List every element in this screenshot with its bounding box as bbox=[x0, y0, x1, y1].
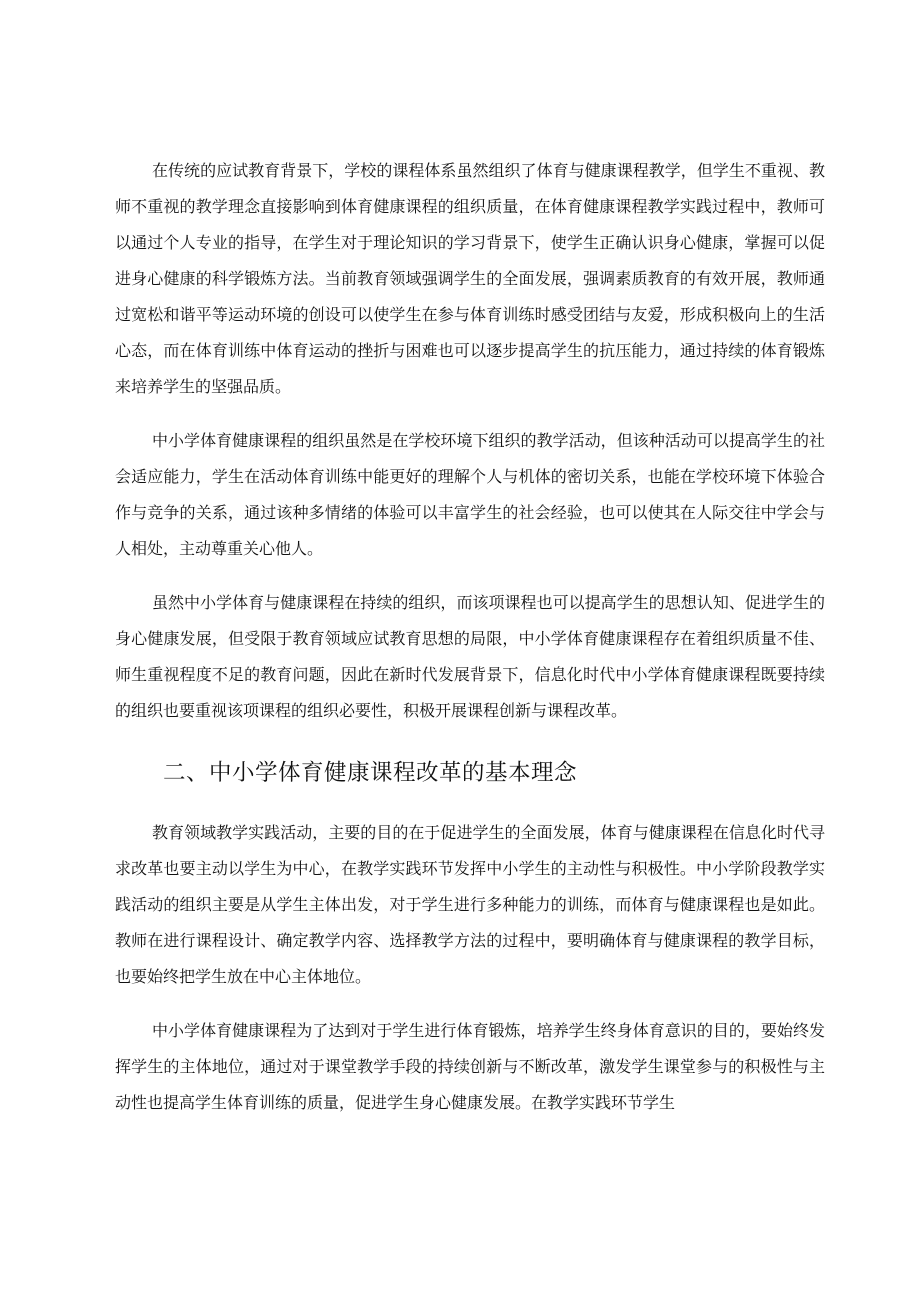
section-heading: 二、中小学体育健康课程改革的基本理念 bbox=[163, 760, 578, 786]
document-body bbox=[115, 153, 825, 1121]
body-paragraph: 在传统的应试教育背景下，学校的课程体系虽然组织了体育与健康课程教学，但学生不重视、教师不重视的教学理念直接影响到体育健康课程的组织质量，在体育健康课程教学实践过程中，教师可以通过个人专业的指导，在学生对于理论知识的学习背景下，使学生正确认识身心健康，掌握可以促进身心健康的科学锻炼方法。当前教育领域强调学生的全面发展，强调素质教育的有效开展，教师通过宽松和谐平等运动环境的创设可以使学生在参与体育训练时感受团结与友爱，形成积极向上的生活心态，而在体育训练中体育运动的挫折与困难也可以逐步提高学生的抗压能力，通过持续的体育锻炼来培养学生的坚强品质。 bbox=[115, 161, 825, 396]
body-paragraph: 教育领域教学实践活动，主要的目的在于促进学生的全面发展，体育与健康课程在信息化时代寻求改革也要主动以学生为中心，在教学实践环节发挥中小学生的主动性与积极性。中小学阶段教学实践活动的组织主要是从学生主体出发，对于学生进行多种能力的训练，而体育与健康课程也是如此。教师在进行课程设计、确定教学内容、选择教学方法的过程中，要明确体育与健康课程的教学目标，也要始终把学生放在中心主体地位。 bbox=[115, 823, 825, 986]
body-paragraph: 虽然中小学体育与健康课程在持续的组织，而该项课程也可以提高学生的思想认知、促进学生的身心健康发展，但受限于教育领域应试教育思想的局限，中小学体育健康课程存在着组织质量不佳、师生重视程度不足的教育问题，因此在新时代发展背景下，信息化时代中小学体育健康课程既要持续的组织也要重视该项课程的组织必要性，积极开展课程创新与课程改革。 bbox=[115, 593, 825, 720]
body-paragraph: 中小学体育健康课程的组织虽然是在学校环境下组织的教学活动，但该种活动可以提高学生的社会适应能力，学生在活动体育训练中能更好的理解个人与机体的密切关系，也能在学校环境下体验合作与竞争的关系，通过该种多情绪的体验可以丰富学生的社会经验，也可以使其在人际交往中学会与人相处，主动尊重关心他人。 bbox=[115, 431, 825, 558]
body-paragraph: 中小学体育健康课程为了达到对于学生进行体育锻炼，培养学生终身体育意识的目的，要始终发挥学生的主体地位，通过对于课堂教学手段的持续创新与不断改革，激发学生课堂参与的积极性与主动性也提高学生体育训练的质量，促进学生身心健康发展。在教学实践环节学生 bbox=[115, 1021, 825, 1112]
